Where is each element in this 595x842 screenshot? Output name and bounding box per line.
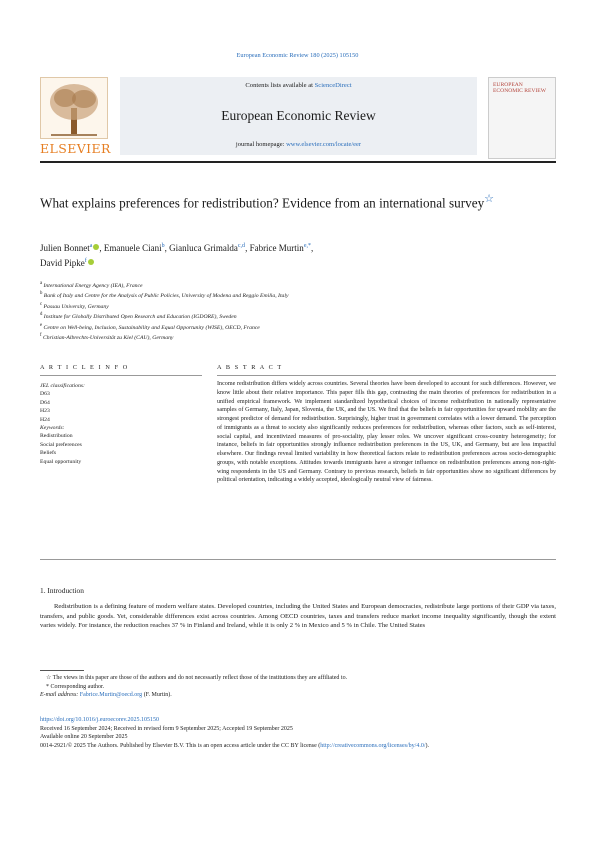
sciencedirect-link[interactable]: ScienceDirect: [314, 82, 352, 89]
author[interactable]: [250, 243, 314, 253]
author-affiliation-mark[interactable]: f: [84, 258, 87, 264]
elsevier-wordmark: ELSEVIER: [40, 141, 111, 156]
journal-title: European Economic Review: [221, 108, 376, 123]
journal-homepage-link[interactable]: www.elsevier.com/locate/eer: [286, 141, 362, 148]
introduction-paragraph: Redistribution is a defining feature of modern welfare states. Developed countries, including the United States and European democracies, redistribute large portions of their GDP via taxes, transfers, and public goods. Yet, considerable differences exist across countries. Among OECD countries, taxes and transfers reduce market income inequality significantly, though the extent varies widely. For instance, the reduction reaches 37 % in Finland and Ireland, while it is only 2 % in Mexico and 5 % in Chile. The United States: [40, 603, 556, 630]
author-affiliation-mark[interactable]: c,d: [237, 243, 246, 249]
author[interactable]: [169, 243, 249, 253]
affiliation-item: [40, 301, 560, 311]
keyword[interactable]: Equal opportunity: [40, 458, 82, 465]
author-separator: ,: [310, 243, 314, 253]
author[interactable]: [104, 243, 169, 253]
license-text: 0014-2921/© 2025 The Authors. Published by Elsevier B.V. This is an open access article under the CC BY license (: [40, 742, 321, 749]
author-name[interactable]: David Pipke: [40, 258, 85, 268]
jel-code: H23: [40, 408, 50, 415]
jel-code: H24: [40, 416, 50, 423]
author[interactable]: [40, 258, 94, 268]
affiliation-text: Bank of Italy and Centre for the Analysis of Public Policies, University of Modena and Reggio Emilia, Italy: [43, 293, 289, 300]
keywords-list: [40, 432, 205, 466]
journal-masthead: [40, 77, 556, 157]
author-list: [40, 240, 550, 270]
abstract-text: Income redistribution differs widely across countries. Several theories have been developed to account for such differences. However, we know little about their relative importance. This paper fills this gap, contrasting the main theories of preferences for redistribution in a unified empirical framework. We implement standardized hypothetical choices of income redistribution in nationally representative samples of Germany, Italy, Japan, Slovenia, the UK, and the US. We find that the beliefs in fair opportunities for upward mobility are the strongest predictor of demand for redistribution. Surprisingly, higher trust in government correlates with a lower demand. The perception of immigrants as a threat to society also significantly reduces preferences for redistribution, whereas other factors, such as self-interest, social capital, and incentivized measures of pro-sociality, play lesser roles. We uncover significant cross-country heterogeneity; for instance, beliefs in fair opportunities strongly influence redistribution preferences in the US, UK, and Germany, but are less impactful elsewhere. Our findings reveal limited variability in how theoretical factors relate to redistribution preferences across socio-demographic groups, with notable exceptions. Attitudes towards immigrants have a stronger influence on redistribution preferences among non-right-wing respondents in the US and Germany. Contrary to previous research, beliefs in fair opportunities show no significant differences by political orientation, indicating a widely accepted, ideologically neutral view of fairness.: [217, 381, 556, 484]
affiliation-mark: f: [40, 333, 42, 339]
affiliation-text: Institute for Globally Distributed Open Research and Education (IGDORE), Sweden: [43, 314, 237, 321]
keywords-block: [40, 382, 205, 466]
affiliation-item: [40, 332, 560, 342]
article-title-text: What explains preferences for redistribution? Evidence from an international survey: [40, 195, 485, 211]
email-label: E-mail address:: [40, 692, 80, 699]
homepage-prefix: journal homepage:: [235, 141, 287, 148]
footnotes: [40, 674, 556, 700]
author-separator: ,: [99, 243, 104, 253]
doi-link[interactable]: https://doi.org/10.1016/j.euroecorev.2025.105150: [40, 717, 159, 723]
affiliation-mark: a: [40, 281, 43, 286]
author-affiliation-mark[interactable]: b: [161, 243, 165, 249]
publication-info: [40, 716, 556, 750]
abstract-rule: [217, 375, 556, 376]
abstract-bottom-rule: [40, 559, 556, 560]
author-name[interactable]: Gianluca Grimalda: [169, 243, 238, 253]
keyword[interactable]: Social preferences: [40, 441, 82, 448]
affiliation-item: [40, 322, 560, 332]
masthead-info-box: [120, 77, 477, 155]
tree-logo-icon: [40, 77, 108, 139]
affiliation-item: [40, 280, 560, 290]
keywords-heading: Keywords:: [40, 425, 65, 432]
affiliation-item: [40, 290, 560, 300]
keyword[interactable]: Beliefs: [40, 450, 57, 457]
cover-title: EUROPEAN ECONOMIC REVIEW: [493, 82, 546, 94]
license-statement: [40, 742, 556, 751]
author[interactable]: [40, 243, 104, 253]
contents-prefix: Contents lists available at: [245, 82, 315, 89]
email-suffix: (F. Murtin).: [142, 692, 172, 699]
jel-code: D63: [40, 391, 50, 398]
email-link[interactable]: Fabrice.Murtin@oecd.org: [79, 692, 143, 699]
received-dates: Received 16 September 2024; Received in revised form 9 September 2025; Accepted 19 September 2025: [40, 725, 293, 732]
jel-codes: [40, 390, 205, 424]
affiliations: [40, 280, 560, 343]
license-link[interactable]: http://creativecommons.org/licenses/by/4.0/: [320, 742, 426, 749]
article-info-rule: [40, 375, 202, 376]
footnote-email: [40, 691, 556, 700]
author-affiliation-mark[interactable]: e,*: [303, 243, 311, 249]
footnote-corresponding: * Corresponding author.: [46, 683, 105, 690]
orcid-icon[interactable]: [88, 259, 94, 265]
title-footnote-mark[interactable]: ☆: [484, 193, 495, 205]
footnote-disclaimer: ☆ The views in this paper are those of the authors and do not necessarily reflect those of the institutions they are affiliated to.: [46, 675, 348, 681]
article-info-heading: A R T I C L E I N F O: [40, 364, 129, 371]
author-separator: ,: [164, 243, 170, 253]
section-heading-introduction: 1. Introduction: [40, 586, 84, 595]
author-name[interactable]: Julien Bonnet: [40, 243, 90, 253]
header-rule: [40, 161, 556, 163]
author-affiliation-mark[interactable]: a: [89, 243, 93, 249]
affiliation-item: [40, 311, 560, 321]
available-online: Available online 20 September 2025: [40, 734, 128, 741]
author-name[interactable]: Fabrice Murtin: [249, 243, 304, 253]
affiliation-text: International Energy Agency (IEA), France: [43, 282, 143, 289]
affiliation-mark: c: [40, 301, 43, 307]
affiliation-text: Passau University, Germany: [43, 303, 109, 310]
keyword[interactable]: Redistribution: [40, 433, 73, 440]
author-name[interactable]: Emanuele Ciani: [103, 243, 162, 253]
jel-code: D64: [40, 399, 50, 406]
affiliation-text: Centre on Well-being, Inclusion, Sustainability and Equal Opportunity (WISE), OECD, France: [43, 324, 260, 331]
footnote-rule: [40, 670, 84, 671]
license-end: ).: [425, 742, 429, 749]
abstract-heading: A B S T R A C T: [217, 364, 283, 371]
jel-heading: JEL classifications:: [40, 383, 85, 389]
affiliation-mark: e: [40, 322, 43, 328]
homepage-line: [120, 141, 477, 148]
elsevier-logo[interactable]: [40, 77, 110, 157]
affiliation-text: Christian-Albrechts-Universität zu Kiel (CAU), Germany: [43, 335, 174, 342]
journal-cover-thumbnail[interactable]: [488, 77, 556, 159]
article-title: [40, 191, 540, 211]
journal-reference[interactable]: European Economic Review 180 (2025) 105150: [236, 52, 359, 59]
contents-line: [120, 82, 477, 89]
affiliation-mark: b: [40, 291, 43, 297]
affiliation-mark: d: [40, 312, 43, 318]
author-separator: ,: [245, 243, 250, 253]
